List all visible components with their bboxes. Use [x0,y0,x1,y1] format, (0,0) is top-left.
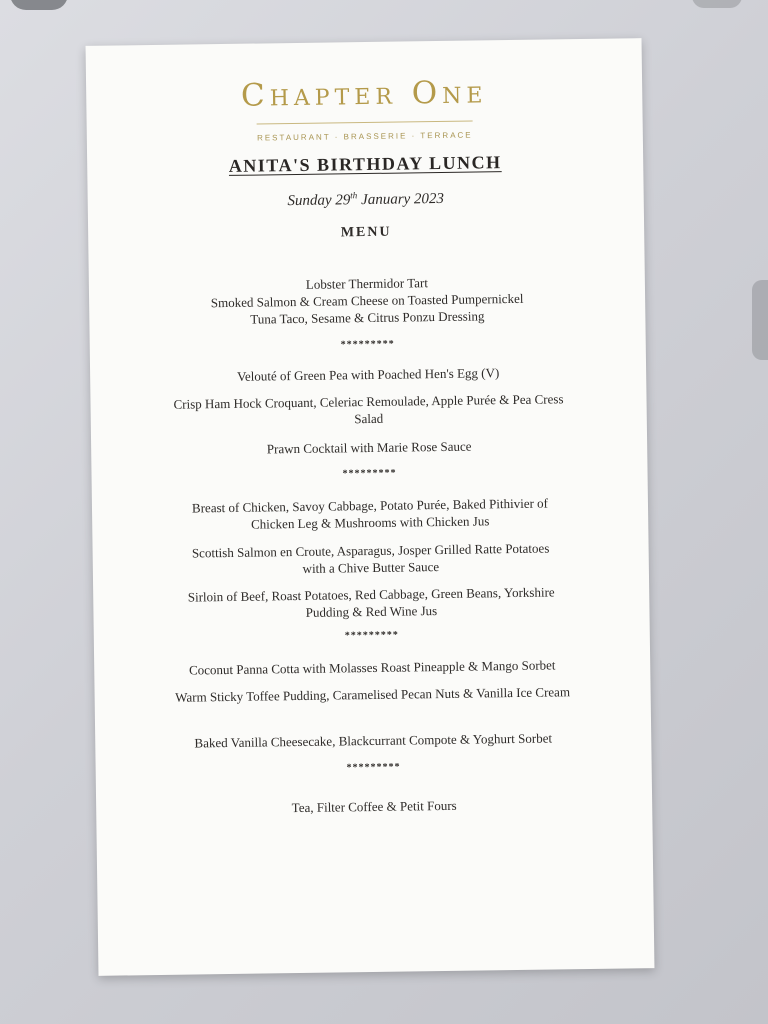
brand-divider [257,121,473,125]
event-title: ANITA'S BIRTHDAY LUNCH [228,152,502,176]
first-course-item: Prawn Cocktail with Marie Rose Sauce [266,438,472,457]
finish-item: Tea, Filter Coffee & Petit Fours [291,797,457,816]
main-course-item: Scottish Salmon en Croute, Asparagus, Josper Grilled Ratte Potatoes with a Chive Butter Sauce [191,540,550,576]
dessert-item: Coconut Panna Cotta with Molasses Roast Pineapple & Mango Sorbet [188,657,556,678]
starter-item: Lobster Thermidor Tart [305,275,429,292]
course-separator: ********* [346,761,401,774]
starter-item: Smoked Salmon & Cream Cheese on Toasted Pumpernickel [210,290,524,311]
menu-heading: MENU [340,224,392,241]
restaurant-tagline: RESTAURANT · BRASSERIE · TERRACE [256,130,473,143]
starter-item: Tuna Taco, Sesame & Citrus Ponzu Dressing [250,308,485,327]
course-separator: ********* [340,338,395,351]
cutlery-handle [10,0,68,10]
first-course-item: Crisp Ham Hock Croquant, Celeriac Remoulade, Apple Purée & Pea Cress Salad [173,391,564,427]
date-day: Sunday 29 [287,192,351,210]
menu-card [86,38,655,976]
course-separator: ********* [342,467,397,480]
first-course-item: Velouté of Green Pea with Poached Hen's Egg (V) [236,365,500,384]
main-course-item: Breast of Chicken, Savoy Cabbage, Potato Purée, Baked Pithivier of Chicken Leg & Mushrooms with Chicken Jus [191,495,549,532]
cutlery-handle-right [692,0,742,8]
event-date [88,186,644,213]
restaurant-name: Chapter One [240,74,488,114]
course-separator: ********* [344,629,399,642]
dessert-item: Warm Sticky Toffee Pudding, Caramelised Pecan Nuts & Vanilla Ice Cream [175,684,571,705]
date-ordinal: th [350,190,358,201]
glass-edge [752,280,768,360]
dessert-item: Baked Vanilla Cheesecake, Blackcurrant Compote & Yoghurt Sorbet [194,730,553,751]
main-course-item: Sirloin of Beef, Roast Potatoes, Red Cabbage, Green Beans, Yorkshire Pudding & Red Wine Jus [187,584,555,620]
date-rest: January 2023 [357,190,445,209]
